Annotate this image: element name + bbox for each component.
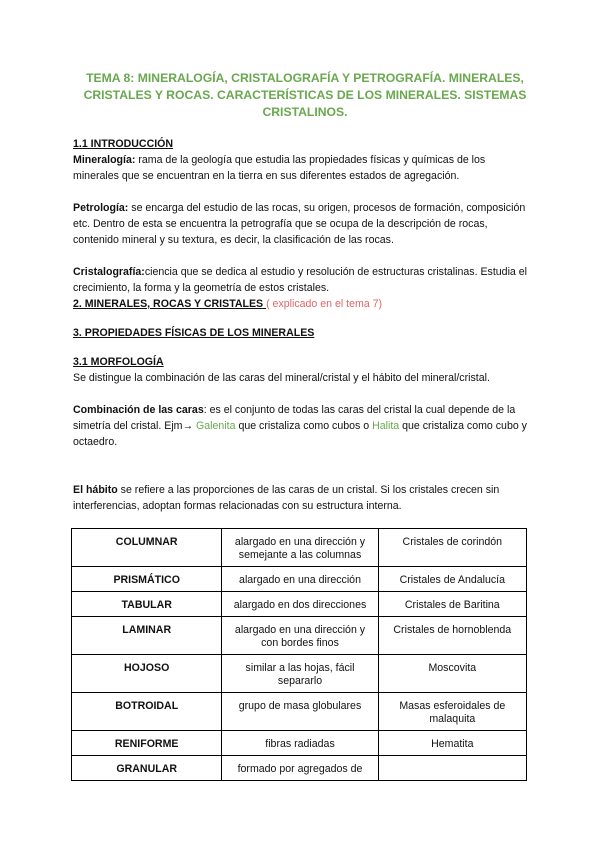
habit-description-cell: formado por agregados de (222, 756, 378, 781)
paragraph-intro: Se distingue la combinación de las caras del mineral/cristal y el hábito del mineral/cristal. (73, 372, 490, 384)
habit-description-cell: alargado en una dirección y semejante a las columnas (222, 529, 378, 567)
habit-example-cell: Cristales de Baritina (378, 592, 526, 617)
section-heading: 1.1 INTRODUCCIÓN (73, 138, 174, 150)
section-2 (73, 296, 533, 312)
term: El hábito (73, 484, 118, 496)
habit-name-cell: GRANULAR (72, 756, 222, 781)
page-title: TEMA 8: MINERALOGÍA, CRISTALOGRAFÍA Y PETROGRAFÍA. MINERALES, CRISTALES Y ROCAS. CARACTERÍSTICAS DE LOS MINERALES. SISTEMAS CRISTALINOS. (83, 71, 527, 119)
arrow-icon: → (182, 420, 194, 432)
term: Mineralogía: (73, 154, 136, 166)
paragraph-combinacion (73, 402, 533, 450)
table-row (72, 731, 527, 756)
mineral-link-galenita: Galenita (193, 420, 236, 432)
definition-part: que cristaliza como cubos o (235, 420, 373, 432)
section-1-1 (73, 136, 533, 296)
habit-name-cell: RENIFORME (72, 731, 222, 756)
section-3 (73, 325, 533, 341)
habit-description-cell: similar a las hojas, fácil separarlo (222, 655, 378, 693)
definition: rama de la geología que estudia las propiedades físicas y químicas de los minerales que se encuentran en la tierra en sus diferentes estados de agregación. (73, 154, 486, 182)
habit-example-cell: Cristales de Andalucía (378, 567, 526, 592)
habit-name-cell: PRISMÁTICO (72, 567, 222, 592)
mineral-link-halita: Halita (372, 420, 400, 432)
term: Cristalografía: (73, 266, 145, 278)
table-row (72, 617, 527, 655)
definition: se encarga del estudio de las rocas, su origen, procesos de formación, composición etc. Dentro de esta se encuentra la petrografía que se ocupa de la descripción de rocas, contenido mineral y su textura, es decir, la clasificación de las rocas. (73, 202, 526, 246)
section-note: ( explicado en el tema 7) (266, 298, 383, 310)
section-heading: 3. PROPIEDADES FÍSICAS DE LOS MINERALES (73, 327, 315, 339)
habit-example-cell: Cristales de hornoblenda (378, 617, 526, 655)
habit-description-cell: alargado en una dirección y con bordes finos (222, 617, 378, 655)
paragraph-petrologia (73, 200, 533, 248)
habit-name-cell: HOJOSO (72, 655, 222, 693)
habit-table (71, 528, 527, 781)
habit-example-cell: Cristales de corindón (378, 529, 526, 567)
term: Combinación de las caras (73, 404, 204, 416)
section-heading: 2. MINERALES, ROCAS Y CRISTALES (73, 298, 267, 310)
definition-part: que cristaliza como cubo y octaedro. (73, 420, 527, 448)
paragraph-mineralogia (73, 152, 533, 184)
habit-description-cell: grupo de masa globulares (222, 693, 378, 731)
habit-example-cell: Hematita (378, 731, 526, 756)
table-row (72, 592, 527, 617)
definition: se refiere a las proporciones de las caras de un cristal. Si los cristales crecen sin interferencias, adoptan formas relacionadas con su estructura interna. (73, 484, 500, 512)
habit-name-cell: COLUMNAR (72, 529, 222, 567)
definition-part: : es el conjunto de todas las caras del cristal la cual depende de la simetría del cristal. Ejm (73, 404, 516, 432)
habit-example-cell: Masas esferoidales de malaquita (378, 693, 526, 731)
habit-name-cell: LAMINAR (72, 617, 222, 655)
table-row (72, 756, 527, 781)
table-row (72, 655, 527, 693)
section-3-1 (73, 354, 533, 514)
habit-description-cell: fibras radiadas (222, 731, 378, 756)
habit-description-cell: alargado en dos direcciones (222, 592, 378, 617)
habit-name-cell: BOTROIDAL (72, 693, 222, 731)
paragraph-habito (73, 482, 533, 514)
term: Petrología: (73, 202, 129, 214)
habit-description-cell: alargado en una dirección (222, 567, 378, 592)
table-row (72, 529, 527, 567)
section-heading: 3.1 MORFOLOGÍA (73, 356, 164, 368)
habit-example-cell (378, 756, 526, 781)
table-row (72, 693, 527, 731)
paragraph-cristalografia (73, 264, 533, 296)
table-row (72, 567, 527, 592)
habit-example-cell: Moscovita (378, 655, 526, 693)
definition: ciencia que se dedica al estudio y resolución de estructuras cristalinas. Estudia el crecimiento, la forma y la geometría de estos cristales. (73, 266, 527, 294)
habit-name-cell: TABULAR (72, 592, 222, 617)
